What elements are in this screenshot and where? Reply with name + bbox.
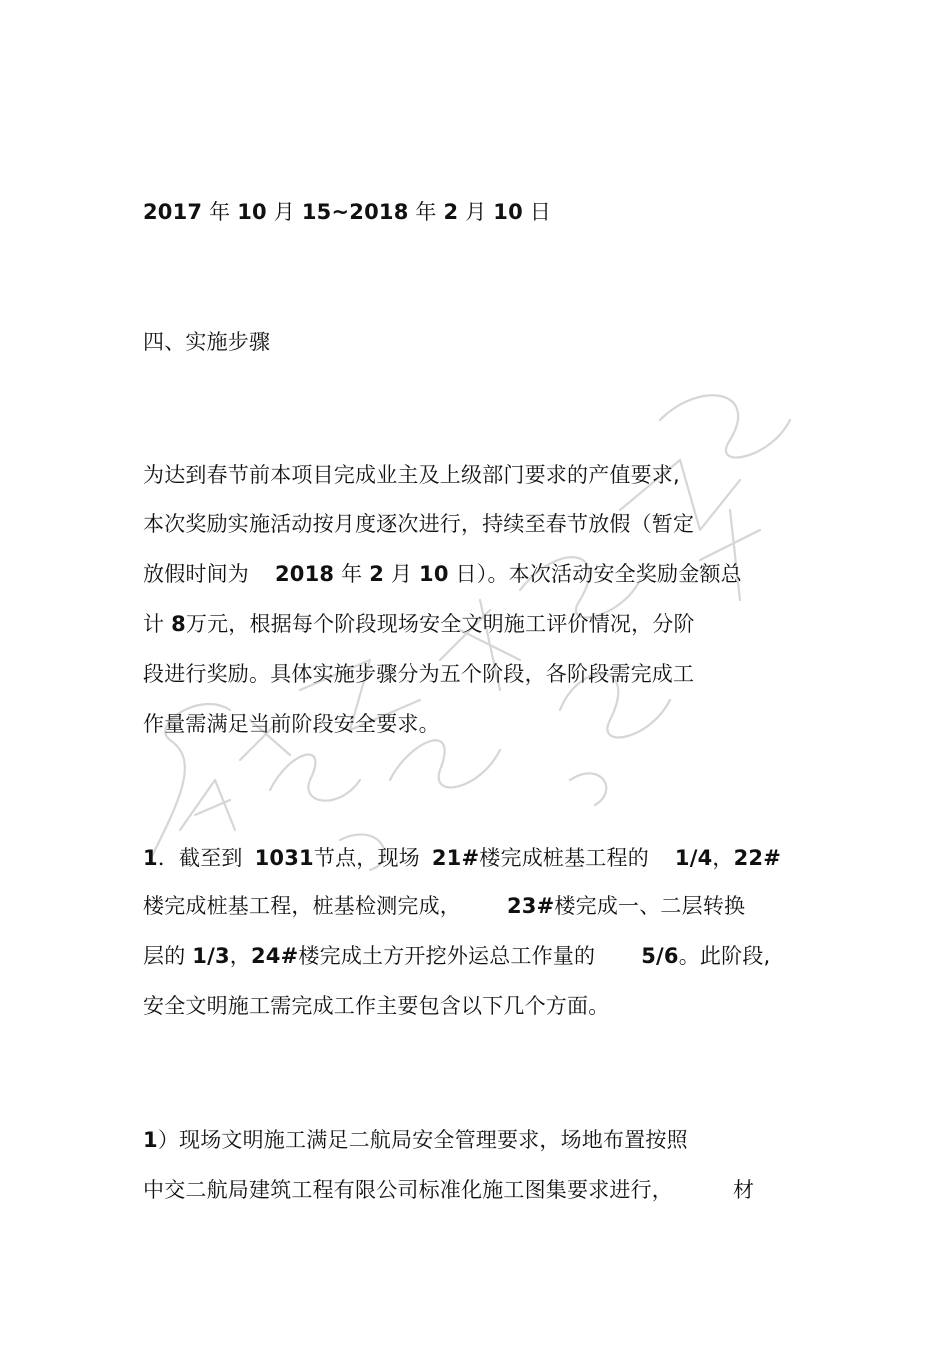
intro-line-3: 放假时间为 2018 年 2 月 10 日）。本次活动安全奖励金额总 xyxy=(143,562,742,586)
end-day: 10 xyxy=(493,200,523,224)
stage1-line-3: 层的 1/3，24#楼完成土方开挖外运总工作量的 5/6。此阶段, xyxy=(143,944,771,968)
year-char: 年 xyxy=(209,200,231,224)
day-char: 日 xyxy=(529,200,552,224)
stage1-line-2: 楼完成桩基工程，桩基检测完成， 23#楼完成一、二层转换 xyxy=(143,894,746,918)
period-line xyxy=(143,199,551,225)
date-range: 15~2018 xyxy=(301,200,409,224)
intro-line-1: 为达到春节前本项目完成业主及上级部门要求的产值要求, xyxy=(143,463,680,487)
item1-line-1: 1）现场文明施工满足二航局安全管理要求，场地布置按照 xyxy=(143,1128,688,1152)
stage1-line-1: 1．截至到 1031节点，现场 21#楼完成桩基工程的 1/4，22# xyxy=(143,846,782,870)
stage1-line-4: 安全文明施工需完成工作主要包含以下几个方面。 xyxy=(143,994,610,1018)
intro-line-2: 本次奖励实施活动按月度逐次进行，持续至春节放假（暂定 xyxy=(143,512,695,536)
end-month: 2 xyxy=(443,200,459,224)
month-char: 月 xyxy=(465,200,487,224)
month-char: 月 xyxy=(273,200,295,224)
section-heading: 四、实施步骤 xyxy=(143,330,271,354)
year-char: 年 xyxy=(415,200,437,224)
start-month: 10 xyxy=(237,200,267,224)
start-year: 2017 xyxy=(143,200,203,224)
intro-line-5: 段进行奖励。具体实施步骤分为五个阶段，各阶段需完成工 xyxy=(143,662,695,686)
intro-line-4: 计 8万元，根据每个阶段现场安全文明施工评价情况，分阶 xyxy=(143,612,695,636)
intro-line-6: 作量需满足当前阶段安全要求。 xyxy=(143,712,440,736)
item1-line-2: 中交二航局建筑工程有限公司标准化施工图集要求进行， 材 xyxy=(143,1178,755,1202)
